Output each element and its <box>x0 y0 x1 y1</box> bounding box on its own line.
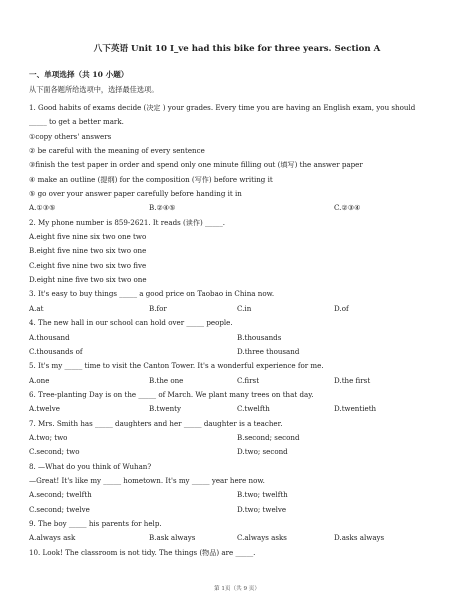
option-a[interactable]: A.eight five nine six two one two <box>29 232 147 242</box>
question-8-stem-cont: —Great! It's like my _____ hometown. It's my _____ year here now. <box>29 475 265 485</box>
question-8-stem: 8. —What do you think of Wuhan? <box>29 461 152 471</box>
question-5-stem: 5. It's my _____ time to visit the Canton Tower. It's a wonderful experience for me. <box>29 361 324 371</box>
option-b[interactable]: B.the one <box>149 375 184 385</box>
option-a[interactable]: A.at <box>29 303 44 313</box>
question-4-options-row-2 <box>29 345 449 359</box>
question-1-item-3: ③finish the test paper in order and spend only one minute filling out (填写) the answer paper <box>29 160 363 170</box>
section-heading: 一、单项选择（共 10 小题） <box>29 70 129 79</box>
option-b[interactable]: B.two; twelfth <box>237 490 288 500</box>
question-10-stem: 10. Look! The classroom is not tidy. The things (物品) are _____. <box>29 547 256 557</box>
option-d[interactable]: D.the first <box>334 375 371 385</box>
option-a[interactable]: A.twelve <box>29 404 60 414</box>
question-1-item-4: ④ make an outline (提纲) for the composition (写作) before writing it <box>29 174 273 184</box>
question-1-stem-cont: _____ to get a better mark. <box>29 117 124 127</box>
option-d[interactable]: D.of <box>334 303 349 313</box>
option-c[interactable]: C.always asks <box>237 533 287 543</box>
question-8-options-row-1 <box>29 488 449 502</box>
question-1-item-1: ①copy others' answers <box>29 131 112 141</box>
option-b[interactable]: B.second; second <box>237 432 300 442</box>
question-1-options <box>29 201 449 215</box>
option-c[interactable]: C.eight five nine two six two five <box>29 260 147 270</box>
option-a[interactable]: A.second; twelfth <box>29 490 92 500</box>
option-a[interactable]: A.always ask <box>29 533 76 543</box>
question-5-options <box>29 374 449 388</box>
question-7-options-row-1 <box>29 431 449 445</box>
option-d[interactable]: D.two; second <box>237 447 288 457</box>
question-4-stem: 4. The new hall in our school can hold over _____ people. <box>29 318 233 328</box>
option-a[interactable]: A.one <box>29 375 50 385</box>
option-c[interactable]: C.thousands of <box>29 346 83 356</box>
question-9-stem: 9. The boy _____ his parents for help. <box>29 518 162 528</box>
question-9-options <box>29 531 449 545</box>
question-1-stem: 1. Good habits of exams decide (决定 ) your grades. Every time you are having an English exam, you should <box>29 103 416 112</box>
option-b[interactable]: B.ask always <box>149 533 196 543</box>
option-d[interactable]: D.two; twelve <box>237 504 287 514</box>
question-1-item-5: ⑤ go over your answer paper carefully before handing it in <box>29 189 242 199</box>
option-c[interactable]: C.twelfth <box>237 404 270 414</box>
page-footer: 第 1页（共 9 页） <box>213 586 260 592</box>
option-a[interactable]: A.①③⑤ <box>29 203 56 213</box>
option-c[interactable]: C.②③④ <box>334 203 361 213</box>
option-a[interactable]: A.two; two <box>29 432 68 442</box>
question-list <box>29 101 449 560</box>
option-d[interactable]: D.asks always <box>334 533 385 543</box>
question-4-options-row-1 <box>29 331 449 345</box>
question-7-stem: 7. Mrs. Smith has _____ daughters and her _____ daughter is a teacher. <box>29 418 283 428</box>
option-d[interactable]: D.twentieth <box>334 404 377 414</box>
question-2-stem: 2. My phone number is 859-2621. It reads (读作) _____. <box>29 217 225 227</box>
question-8-options-row-2 <box>29 503 449 517</box>
instruction: 从下面各题所给选项中，选择最佳选项。 <box>29 85 159 94</box>
option-b[interactable]: B.for <box>149 303 167 313</box>
question-7-options-row-2 <box>29 445 449 459</box>
option-d[interactable]: D.three thousand <box>237 346 300 356</box>
option-a[interactable]: A.thousand <box>29 332 70 342</box>
option-b[interactable]: B.thousands <box>237 332 282 342</box>
question-6-stem: 6. Tree-planting Day is on the _____ of March. We plant many trees on that day. <box>29 389 314 399</box>
option-b[interactable]: B.②④⑤ <box>149 203 176 213</box>
option-c[interactable]: C.second; twelve <box>29 504 90 514</box>
page-title: 八下英语 Unit 10 I_ve had this bike for three years. Section A <box>93 44 381 54</box>
question-1-item-2: ② be careful with the meaning of every sentence <box>29 146 205 156</box>
question-3-stem: 3. It's easy to buy things _____ a good price on Taobao in China now. <box>29 289 275 299</box>
option-d[interactable]: D.eight nine five two six two one <box>29 275 147 285</box>
question-3-options <box>29 302 449 316</box>
option-c[interactable]: C.first <box>237 375 260 385</box>
option-b[interactable]: B.eight five nine two six two one <box>29 246 147 256</box>
option-b[interactable]: B.twenty <box>149 404 182 414</box>
option-c[interactable]: C.second; two <box>29 447 80 457</box>
option-c[interactable]: C.in <box>237 303 252 313</box>
question-6-options <box>29 402 449 416</box>
